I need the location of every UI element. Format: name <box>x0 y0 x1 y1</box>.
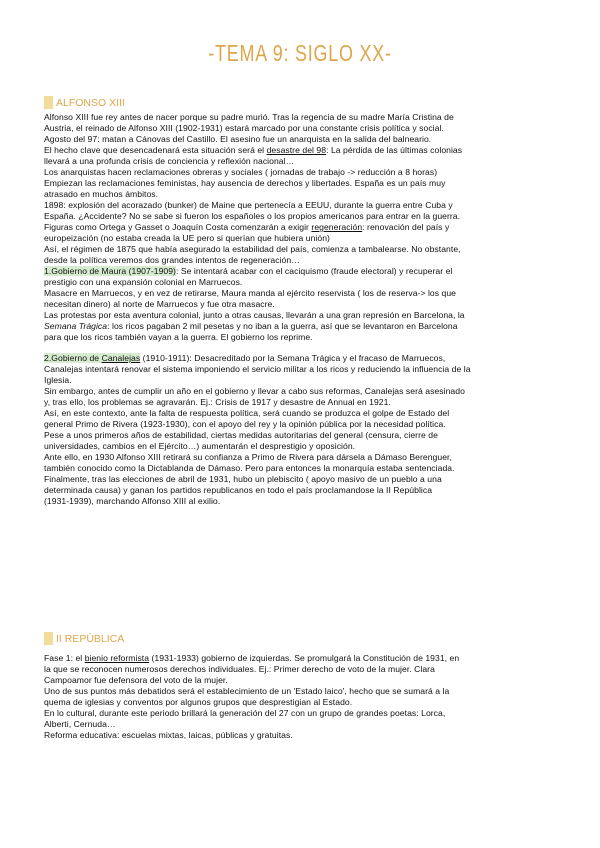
text-run: Uno de sus puntos más debatidos será el establecimiento de un 'Estado laico', hecho que se sumará a la <box>44 686 450 696</box>
text-line <box>44 463 564 474</box>
text-line <box>44 397 564 408</box>
text-run: quema de iglesias y conventos por algunos grupos que desprestigian al Estado. <box>44 697 353 707</box>
text-line <box>44 123 564 134</box>
text-line <box>44 233 564 244</box>
text-run: Figuras como Ortega y Gasset o Joaquín Costa comenzarán a exigir <box>44 222 312 232</box>
text-run: (1931-1933) gobierno de izquierdas. Se promulgará la Constitución de 1931, en <box>149 653 460 663</box>
text-line <box>44 730 564 741</box>
text-run: llevará a una profunda crisis de conciencia y reflexión nacional… <box>44 156 295 166</box>
text-line <box>44 364 564 375</box>
underlined-term: bienio reformista <box>84 653 150 663</box>
text-line <box>44 474 564 485</box>
text-line <box>44 675 564 686</box>
text-run: Sin embargo, antes de cumplir un año en el gobierno y llevar a cabo sus reformas, Canalejas será asesinado <box>44 386 465 396</box>
text-line <box>44 189 564 200</box>
text-line <box>44 167 564 178</box>
text-line <box>44 211 564 222</box>
text-line <box>44 255 564 266</box>
text-run: Finalmente, tras las elecciones de abril de 1931, hubo un plebiscito ( apoyo masivo de un pueblo a una <box>44 474 442 484</box>
paragraph-gap <box>44 343 564 353</box>
text-run: para que los ricos también vayan a la guerra. El gobierno los reprime. <box>44 332 313 342</box>
section-heading-ii-republica <box>44 632 124 645</box>
text-run: Las protestas por esta aventura colonial, junto a otras causas, llevarán a una gran represión en Barcelona, la <box>44 310 465 320</box>
section-body-alfonso-xiii <box>44 112 564 507</box>
page-title: -TEMA 9: SIGLO XX- <box>208 40 392 66</box>
section-heading-alfonso-xiii <box>44 96 125 109</box>
text-line <box>44 708 564 719</box>
text-line <box>44 653 564 664</box>
text-run: Alfonso XIII fue rey antes de nacer porque su padre murió. Tras la regencia de su madre María Cristina de <box>44 112 454 122</box>
text-line <box>44 664 564 675</box>
italic-term: Semana Trágica <box>44 321 108 331</box>
text-run: (1910-1911): Desacreditado por la Semana Trágica y el fracaso de Marruecos, <box>140 353 446 363</box>
underlined-term: regeneración <box>311 222 363 232</box>
text-line <box>44 156 564 167</box>
text-run: general Primo de Rivera (1923-1930), con el apoyo del rey y la opinión pública por la necesidad política. <box>44 419 446 429</box>
text-run: Reforma educativa: escuelas mixtas, laicas, públicas y gratuitas. <box>44 730 293 740</box>
text-run: Iglesia. <box>44 375 72 385</box>
text-line <box>44 430 564 441</box>
text-run: desde la política veremos dos grandes intentos de regeneración… <box>44 255 300 265</box>
text-line <box>44 244 564 255</box>
text-line <box>44 408 564 419</box>
text-line <box>44 697 564 708</box>
text-line <box>44 277 564 288</box>
text-run: atrasado en muchos ámbitos. <box>44 189 159 199</box>
text-run: Alberti, Cernuda… <box>44 719 116 729</box>
section-heading-label: II REPÚBLICA <box>56 632 125 645</box>
text-line <box>44 419 564 430</box>
text-run: El hecho clave que desencadenará esta situación será el <box>44 145 267 155</box>
text-run: prestigio con una expansión colonial en Marruecos. <box>44 277 243 287</box>
text-run: Empiezan las reclamaciones feministas, hay ausencia de derechos y libertades. España es un país muy <box>44 178 446 188</box>
text-line <box>44 288 564 299</box>
text-run: determinada causa) y ganan los partidos republicanos en todo el país proclamandose la II República <box>44 485 433 495</box>
text-run: Canalejas intentará renovar el sistema imponiendo el servicio militar a los ricos y reduciendo la influencia de la <box>44 364 471 374</box>
text-run: la que se reconocen numerosos derechos individuales. Ej.: Primer derecho de voto de la mujer. Clara <box>44 664 435 674</box>
section-heading-label: ALFONSO XIII <box>56 96 125 109</box>
text-line <box>44 266 564 277</box>
text-run: Fase 1: el <box>44 653 85 663</box>
text-run: y, tras ello, los problemas se agravarán. Ej.: Crisis de 1917 y desastre de Annual en 1921. <box>44 397 391 407</box>
text-run: : renovación del país y <box>362 222 450 232</box>
text-line <box>44 321 564 332</box>
highlighted-underlined-term: Canalejas <box>101 353 141 363</box>
text-run: Agosto del 97: matan a Cánovas del Castillo. El asesino fue un anarquista en la salida del balneario. <box>44 134 432 144</box>
text-run: Ante ello, en 1930 Alfonso XIII retirará su confianza a Primo de Rivera para dársela a Dámaso Berenguer, <box>44 452 452 462</box>
underlined-term: desastre del 98 <box>266 145 327 155</box>
text-run: Así, el régimen de 1875 que había asegurado la estabilidad del país, comienza a tambalearse. No obstante, <box>44 244 461 254</box>
text-run: Así, en este contexto, ante la falta de respuesta política, será cuando se produzca el golpe de Estado del <box>44 408 450 418</box>
section-body-ii-republica <box>44 653 564 741</box>
text-run: también conocido como la Dictablanda de Dámaso. Pero para entonces la monarquía estaba sentenciada. <box>44 463 455 473</box>
text-line <box>44 112 564 123</box>
text-line <box>44 299 564 310</box>
text-run: Campoamor fue defensora del voto de la mujer. <box>44 675 228 685</box>
text-run: (1931-1939), marchando Alfonso XIII al exilio. <box>44 496 221 506</box>
text-line <box>44 134 564 145</box>
text-run: europeización (no estaba creada la UE pero si querían que hubiera unión) <box>44 233 330 243</box>
text-line <box>44 332 564 343</box>
text-run: necesitan dinero) al norte de Marruecos y fue otra masacre. <box>44 299 275 309</box>
text-line <box>44 353 564 364</box>
text-line <box>44 452 564 463</box>
text-run: En lo cultural, durante este periodo brillará la generación del 27 con un grupo de grandes poetas: Lorca, <box>44 708 446 718</box>
text-run: universidades, cambios en el Ejército…) aumentarán el desprestigio y oposición. <box>44 441 356 451</box>
highlighted-term: 2.Gobierno de <box>44 353 102 363</box>
text-line <box>44 485 564 496</box>
text-line <box>44 441 564 452</box>
highlighted-term: 1.Gobierno de Maura (1907-1909) <box>44 266 176 276</box>
text-line <box>44 310 564 321</box>
text-line <box>44 386 564 397</box>
text-line <box>44 145 564 156</box>
text-run: Austria, el reinado de Alfonso XIII (1902-1931) estará marcado por una constante crisis política y social. <box>44 123 444 133</box>
text-line <box>44 686 564 697</box>
heading-marker <box>44 96 53 109</box>
text-line <box>44 719 564 730</box>
text-line <box>44 222 564 233</box>
text-run: Masacre en Marruecos, y en vez de retirarse, Maura manda al ejército reservista ( los de reserva-> los que <box>44 288 457 298</box>
text-run: España. ¿Accidente? No se sabe si fueron los españoles o los propios americanos para entrar en la guerra. <box>44 211 461 221</box>
text-line <box>44 496 564 507</box>
heading-marker <box>44 632 53 645</box>
text-run: 1898: explosión del acorazado (bunker) de Maine que pertenecía a EEUU, durante la guerra entre Cuba y <box>44 200 453 210</box>
text-run: : los ricos pagaban 2 mil pesetas y no iban a la guerra, así que se levantaron en Barcelona <box>107 321 458 331</box>
text-run: Pese a unos primeros años de estabilidad, ciertas medidas autoritarias del general (censura, cierre de <box>44 430 438 440</box>
text-run: : Se intentará acabar con el caciquismo (fraude electoral) y recuperar el <box>175 266 453 276</box>
text-run: Los anarquistas hacen reclamaciones obreras y sociales ( jornadas de trabajo -> reducción a 8 horas) <box>44 167 438 177</box>
text-run: : La pérdida de las últimas colonias <box>326 145 463 155</box>
text-line <box>44 178 564 189</box>
text-line <box>44 375 564 386</box>
text-line <box>44 200 564 211</box>
